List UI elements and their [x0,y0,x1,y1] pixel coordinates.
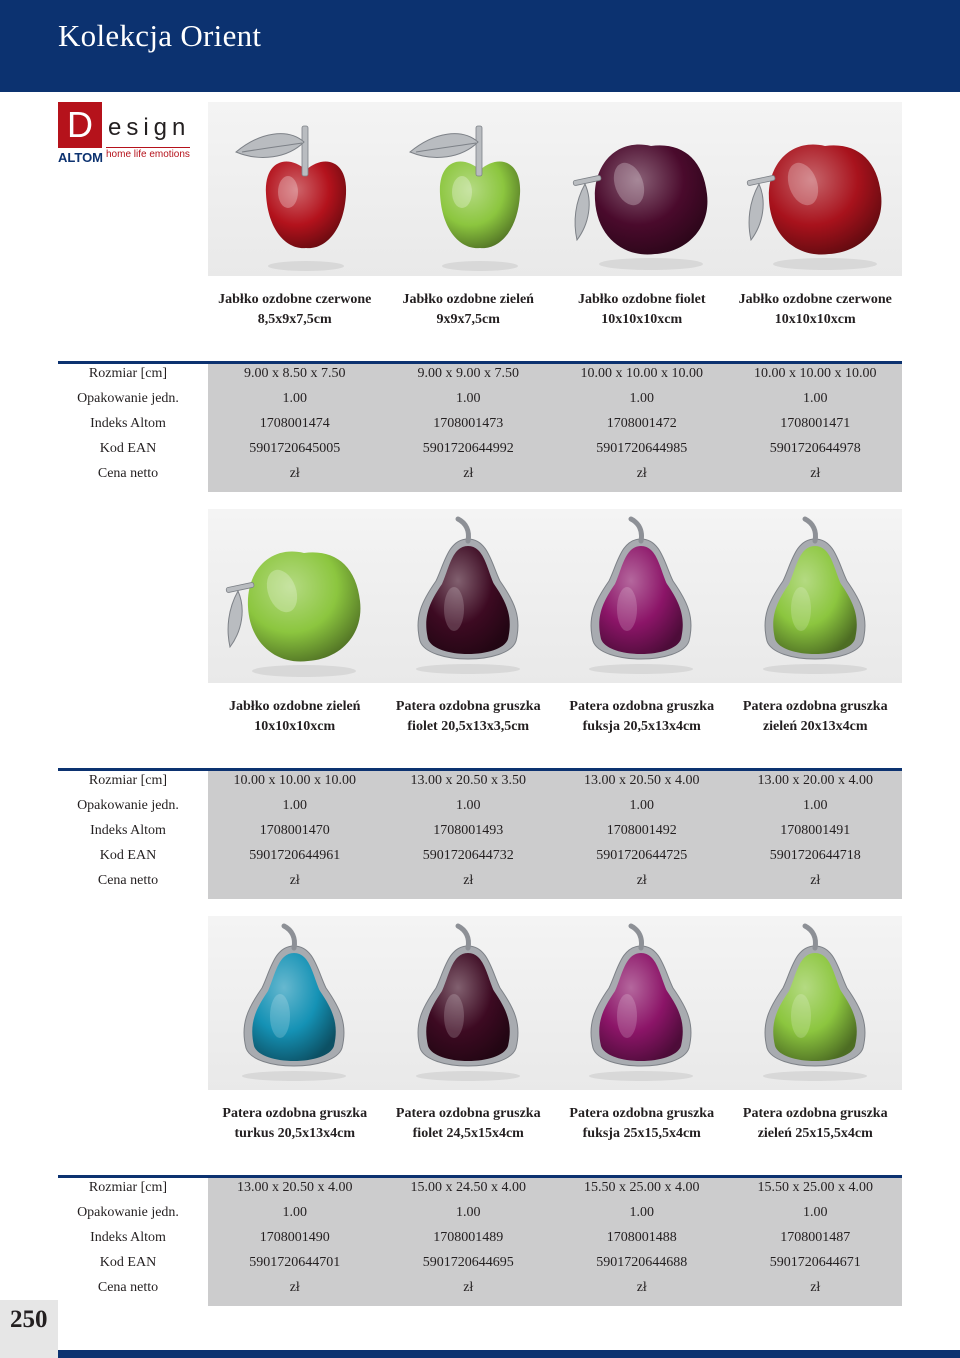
page-number-box [0,1300,58,1358]
spec-size: 10.00 x 10.00 x 10.00 [233,773,356,788]
spec-labels [58,361,198,486]
spec-price: zł [289,873,300,888]
product-photo [382,916,556,1090]
product-name: Patera ozdobna gruszka fiolet 20,5x13x3,5cm [395,699,541,734]
spec-ean: 5901720644985 [596,441,688,456]
footer-bar [58,1350,960,1358]
spec-labels [58,768,198,893]
spec-index: 1708001473 [433,416,504,431]
spec-label-index: Indeks Altom [90,416,166,431]
spec-label-ean: Kod EAN [99,441,157,456]
pear-dish-illustration [729,916,902,1090]
spec-labels [58,1175,198,1300]
product-name: Patera ozdobna gruszka fuksja 20,5x13x4cm [569,699,715,734]
spec-ean: 5901720644992 [422,441,514,456]
spec-row-price [208,868,902,893]
page-header [0,0,960,92]
spec-index: 1708001489 [433,1230,504,1245]
spec-price: zł [810,466,821,481]
product-names-section-2 [208,697,902,737]
product-name: Patera ozdobna gruszka turkus 20,5x13x4cm [222,1106,368,1141]
spec-index: 1708001490 [259,1230,330,1245]
spec-ean: 5901720644961 [249,848,341,863]
spec-ean: 5901720644701 [249,1255,341,1270]
spec-price: zł [636,1280,647,1295]
product-photos-section-2 [208,509,902,683]
spec-size: 10.00 x 10.00 x 10.00 [580,366,703,381]
spec-index: 1708001488 [606,1230,677,1245]
spec-row-pack [208,386,902,411]
spec-label-ean: Kod EAN [99,1255,157,1270]
spec-ean: 5901720644695 [422,1255,514,1270]
product-photo [208,102,382,276]
logo-letter: D [67,104,93,145]
spec-size: 13.00 x 20.50 x 4.00 [237,1180,353,1195]
product-name: Jabłko ozdobne czerwone 8,5x9x7,5cm [218,292,372,327]
spec-row-size [208,768,902,793]
spec-label-price: Cena netto [97,466,159,481]
logo-word: esign [108,114,191,141]
spec-size: 13.00 x 20.50 x 4.00 [584,773,700,788]
logo-divider [106,147,190,148]
pear-dish-illustration [729,509,902,683]
spec-pack: 1.00 [456,798,481,813]
product-name: Jabłko ozdobne zieleń 9x9x7,5cm [402,292,534,327]
pear-dish-illustration [208,916,381,1090]
spec-index: 1708001493 [433,823,504,838]
product-photo [555,509,729,683]
spec-pack: 1.00 [629,391,654,406]
spec-index: 1708001474 [259,416,330,431]
spec-row-index [208,818,902,843]
spec-ean: 5901720644978 [769,441,861,456]
product-photos-section-1 [208,102,902,276]
apple-illustration [208,509,381,683]
spec-index: 1708001491 [780,823,851,838]
apple-illustration [729,102,902,276]
spec-row-size [208,1175,902,1200]
logo-tagline: home life emotions [106,149,190,160]
spec-label-price: Cena netto [97,1280,159,1295]
spec-label-ean: Kod EAN [99,848,157,863]
spec-values-section-3 [208,1175,902,1300]
spec-pack: 1.00 [282,798,307,813]
product-photo [729,509,903,683]
spec-price: zł [810,873,821,888]
spec-size: 9.00 x 8.50 x 7.50 [244,366,346,381]
spec-label-size: Rozmiar [cm] [88,1180,168,1195]
spec-size: 9.00 x 9.00 x 7.50 [417,366,519,381]
spec-size: 13.00 x 20.50 x 3.50 [410,773,526,788]
spec-label-size: Rozmiar [cm] [88,773,168,788]
spec-pack: 1.00 [456,391,481,406]
spec-label-index: Indeks Altom [90,823,166,838]
pear-dish-illustration [555,509,728,683]
spec-pack: 1.00 [803,798,828,813]
design-altom-logo [58,102,198,168]
spec-values-section-1 [208,361,902,486]
pear-dish-illustration [555,916,728,1090]
spec-index: 1708001471 [780,416,851,431]
product-photo [382,102,556,276]
spec-size: 15.50 x 25.00 x 4.00 [757,1180,873,1195]
spec-price: zł [463,466,474,481]
spec-label-pack: Opakowanie jedn. [77,798,179,813]
page-title: Kolekcja Orient [58,18,262,53]
spec-size: 10.00 x 10.00 x 10.00 [754,366,877,381]
spec-row-index [208,411,902,436]
product-photos-section-3 [208,916,902,1090]
apple-illustration [555,102,728,276]
spec-label-pack: Opakowanie jedn. [77,391,179,406]
apple-illustration [382,102,555,276]
spec-price: zł [289,466,300,481]
spec-size: 13.00 x 20.00 x 4.00 [757,773,873,788]
spec-ean: 5901720644732 [422,848,514,863]
spec-size: 15.50 x 25.00 x 4.00 [584,1180,700,1195]
pear-dish-illustration [382,509,555,683]
product-name: Jabłko ozdobne fiolet 10x10x10xcm [577,292,706,327]
logo-red-box [58,102,102,148]
spec-pack: 1.00 [629,798,654,813]
spec-pack: 1.00 [803,391,828,406]
spec-price: zł [463,873,474,888]
spec-row-price [208,461,902,486]
product-name: Patera ozdobna gruszka zieleń 25x15,5x4cm [742,1106,888,1141]
spec-row-pack [208,1200,902,1225]
spec-row-size [208,361,902,386]
spec-pack: 1.00 [629,1205,654,1220]
spec-price: zł [463,1280,474,1295]
spec-index: 1708001487 [780,1230,851,1245]
spec-price: zł [636,873,647,888]
spec-ean: 5901720644718 [769,848,861,863]
product-photo [555,102,729,276]
spec-index: 1708001492 [606,823,677,838]
product-photo [729,916,903,1090]
spec-size: 15.00 x 24.50 x 4.00 [410,1180,526,1195]
spec-row-pack [208,793,902,818]
spec-values-section-2 [208,768,902,893]
page-number: 250 [10,1306,48,1333]
spec-pack: 1.00 [282,391,307,406]
product-name: Patera ozdobna gruszka fiolet 24,5x15x4cm [395,1106,541,1141]
spec-ean: 5901720644688 [596,1255,688,1270]
spec-label-index: Indeks Altom [90,1230,166,1245]
spec-label-size: Rozmiar [cm] [88,366,168,381]
product-photo [729,102,903,276]
spec-row-ean [208,1250,902,1275]
spec-row-ean [208,843,902,868]
spec-row-price [208,1275,902,1300]
spec-pack: 1.00 [456,1205,481,1220]
spec-row-index [208,1225,902,1250]
spec-index: 1708001470 [259,823,330,838]
spec-row-ean [208,436,902,461]
spec-pack: 1.00 [803,1205,828,1220]
product-name: Patera ozdobna gruszka zieleń 20x13x4cm [742,699,888,734]
product-photo [208,509,382,683]
spec-price: zł [810,1280,821,1295]
spec-ean: 5901720644725 [596,848,688,863]
spec-label-pack: Opakowanie jedn. [77,1205,179,1220]
product-names-section-1 [208,290,902,330]
spec-index: 1708001472 [606,416,677,431]
product-photo [382,509,556,683]
spec-ean: 5901720644671 [769,1255,861,1270]
product-name: Jabłko ozdobne zieleń 10x10x10xcm [229,699,361,734]
spec-price: zł [636,466,647,481]
spec-price: zł [289,1280,300,1295]
product-names-section-3 [208,1104,902,1144]
logo-brand: ALTOM [58,150,104,165]
product-photo [555,916,729,1090]
pear-dish-illustration [382,916,555,1090]
spec-pack: 1.00 [282,1205,307,1220]
spec-ean: 5901720645005 [249,441,341,456]
product-photo [208,916,382,1090]
spec-label-price: Cena netto [97,873,159,888]
apple-illustration [208,102,381,276]
product-name: Patera ozdobna gruszka fuksja 25x15,5x4cm [569,1106,715,1141]
product-name: Jabłko ozdobne czerwone 10x10x10xcm [738,292,892,327]
